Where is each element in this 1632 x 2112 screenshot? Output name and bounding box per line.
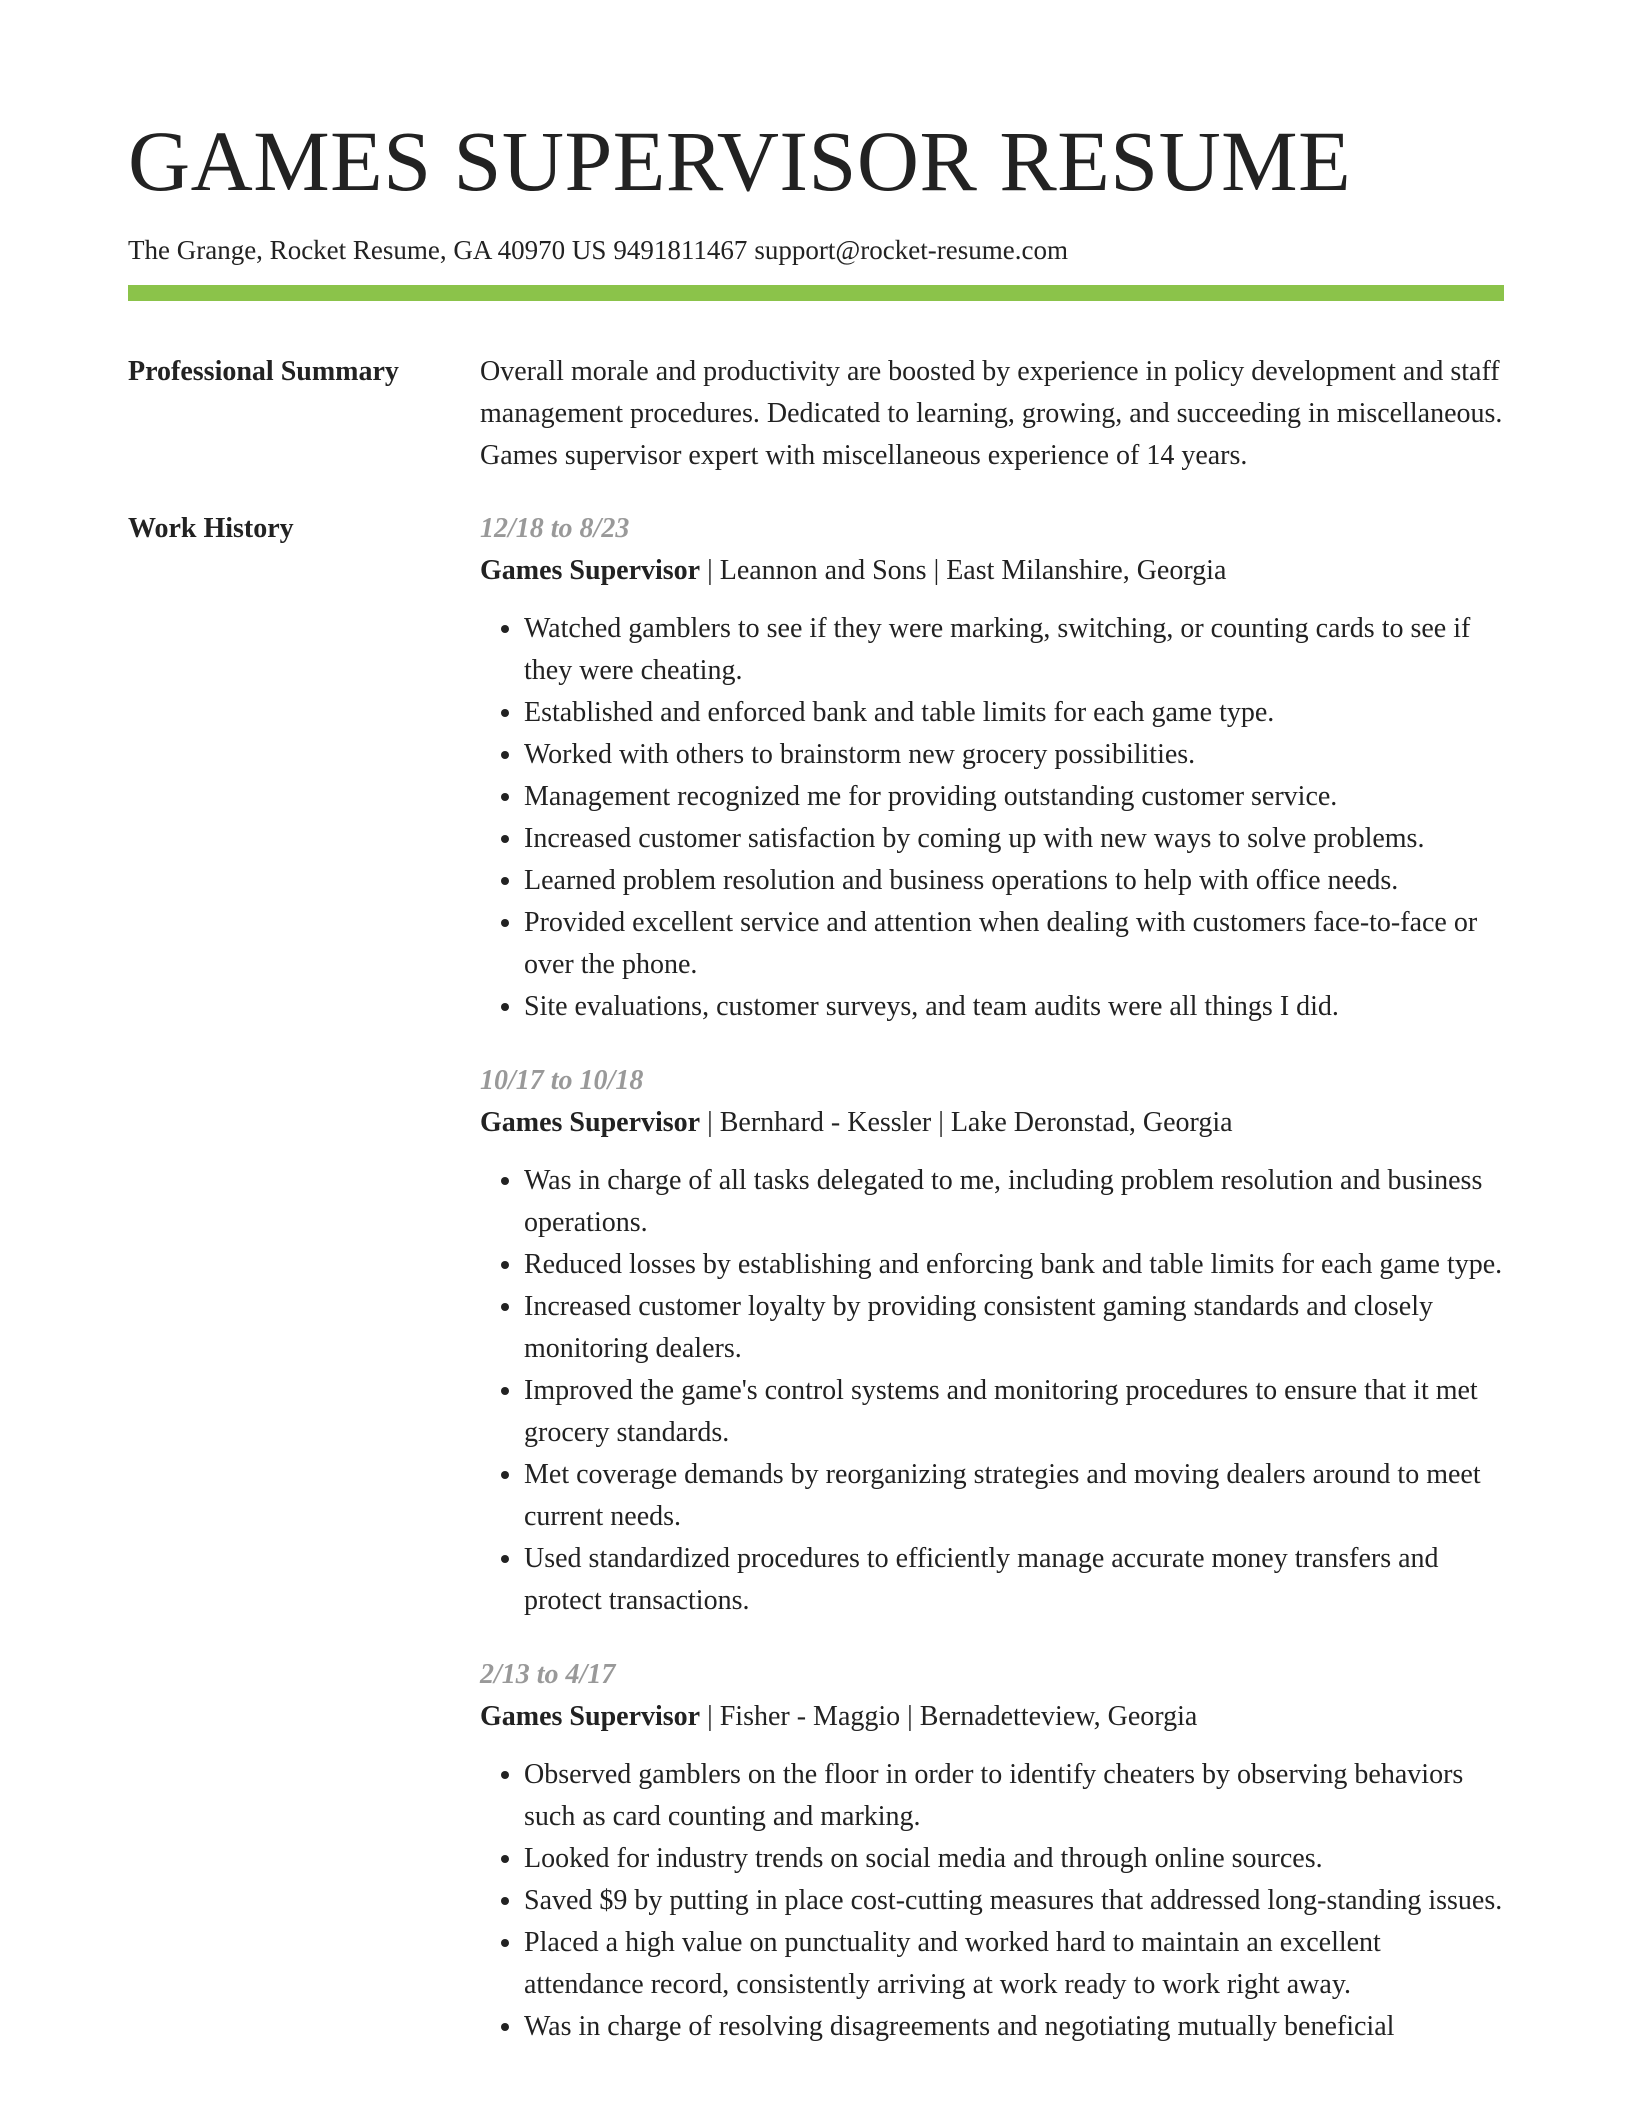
job-heading: Games Supervisor | Leannon and Sons | East Milanshire, Georgia: [480, 555, 1227, 586]
job-bullet: • Provided excellent service and attention when dealing with customers face-to-face or over the phone.: [524, 902, 1504, 986]
job-title: Games Supervisor: [480, 555, 701, 586]
job-bullet: • Saved $9 by putting in place cost-cutting measures that addressed long-standing issues.: [524, 1880, 1504, 1922]
job-location: East Milanshire, Georgia: [946, 555, 1227, 586]
job-title: Games Supervisor: [480, 1107, 701, 1138]
work-history-body: [480, 508, 1504, 2080]
job-company: Leannon and Sons: [719, 555, 927, 586]
job-bullet: • Watched gamblers to see if they were marking, switching, or counting cards to see if they were cheating.: [524, 608, 1504, 692]
job-dates: 12/18 to 8/23: [480, 513, 630, 544]
job-heading: Games Supervisor | Fisher - Maggio | Bernadetteview, Georgia: [480, 1701, 1198, 1732]
summary-text: Overall morale and productivity are boosted by experience in policy development and staff management procedures. Dedicated to learning, growing, and succeeding in miscellaneous. Games supervisor expert with miscellaneous experience of 14 years.: [480, 356, 1503, 471]
job-bullet: • Reduced losses by establishing and enforcing bank and table limits for each game type.: [524, 1244, 1504, 1286]
job-bullet: • Learned problem resolution and business operations to help with office needs.: [524, 860, 1504, 902]
work-history-label: Work History: [128, 513, 294, 544]
job-bullet: • Observed gamblers on the floor in order to identify cheaters by observing behaviors such as card counting and marking.: [524, 1754, 1504, 1838]
job-bullet: • Increased customer loyalty by providing consistent gaming standards and closely monitoring dealers.: [524, 1286, 1504, 1370]
job-entry: [480, 1060, 1504, 1622]
job-bullet: • Site evaluations, customer surveys, and team audits were all things I did.: [524, 986, 1504, 1028]
header-divider: [128, 285, 1504, 301]
job-bullet: • Was in charge of all tasks delegated to me, including problem resolution and business operations.: [524, 1160, 1504, 1244]
job-bullet: • Worked with others to brainstorm new grocery possibilities.: [524, 734, 1504, 776]
job-entry: [480, 1654, 1504, 2048]
job-bullet: • Was in charge of resolving disagreements and negotiating mutually beneficial: [524, 2006, 1504, 2048]
job-title: Games Supervisor: [480, 1701, 701, 1732]
job-bullets: [480, 1160, 1504, 1622]
contact-line: [128, 232, 1075, 268]
job-entry: [480, 508, 1504, 1028]
contact-phone: 9491811467: [613, 235, 748, 265]
job-bullet: • Increased customer satisfaction by coming up with new ways to solve problems.: [524, 818, 1504, 860]
job-bullets: [480, 608, 1504, 1028]
contact-email: support@rocket-resume.com: [754, 235, 1068, 265]
job-bullet: • Used standardized procedures to efficiently manage accurate money transfers and protect transactions.: [524, 1538, 1504, 1622]
job-heading: Games Supervisor | Bernhard - Kessler | Lake Deronstad, Georgia: [480, 1107, 1233, 1138]
job-bullet: • Improved the game's control systems and monitoring procedures to ensure that it met grocery standards.: [524, 1370, 1504, 1454]
job-bullet: • Placed a high value on punctuality and worked hard to maintain an excellent attendance record, consistently arriving at work ready to work right away.: [524, 1922, 1504, 2006]
job-bullet: • Met coverage demands by reorganizing strategies and moving dealers around to meet current needs.: [524, 1454, 1504, 1538]
job-location: Bernadetteview, Georgia: [919, 1701, 1198, 1732]
job-bullet: • Established and enforced bank and table limits for each game type.: [524, 692, 1504, 734]
job-bullets: [480, 1754, 1504, 2048]
job-dates: 2/13 to 4/17: [480, 1659, 616, 1690]
job-bullet: • Looked for industry trends on social media and through online sources.: [524, 1838, 1504, 1880]
job-location: Lake Deronstad, Georgia: [950, 1107, 1233, 1138]
contact-address: The Grange, Rocket Resume, GA 40970 US: [128, 235, 607, 265]
job-dates: 10/17 to 10/18: [480, 1065, 644, 1096]
summary-body: [480, 351, 1504, 477]
job-company: Fisher - Maggio: [719, 1701, 901, 1732]
summary-label: Professional Summary: [128, 356, 399, 387]
resume-title: GAMES SUPERVISOR RESUME: [128, 113, 1352, 209]
job-company: Bernhard - Kessler: [719, 1107, 932, 1138]
job-bullet: • Management recognized me for providing outstanding customer service.: [524, 776, 1504, 818]
